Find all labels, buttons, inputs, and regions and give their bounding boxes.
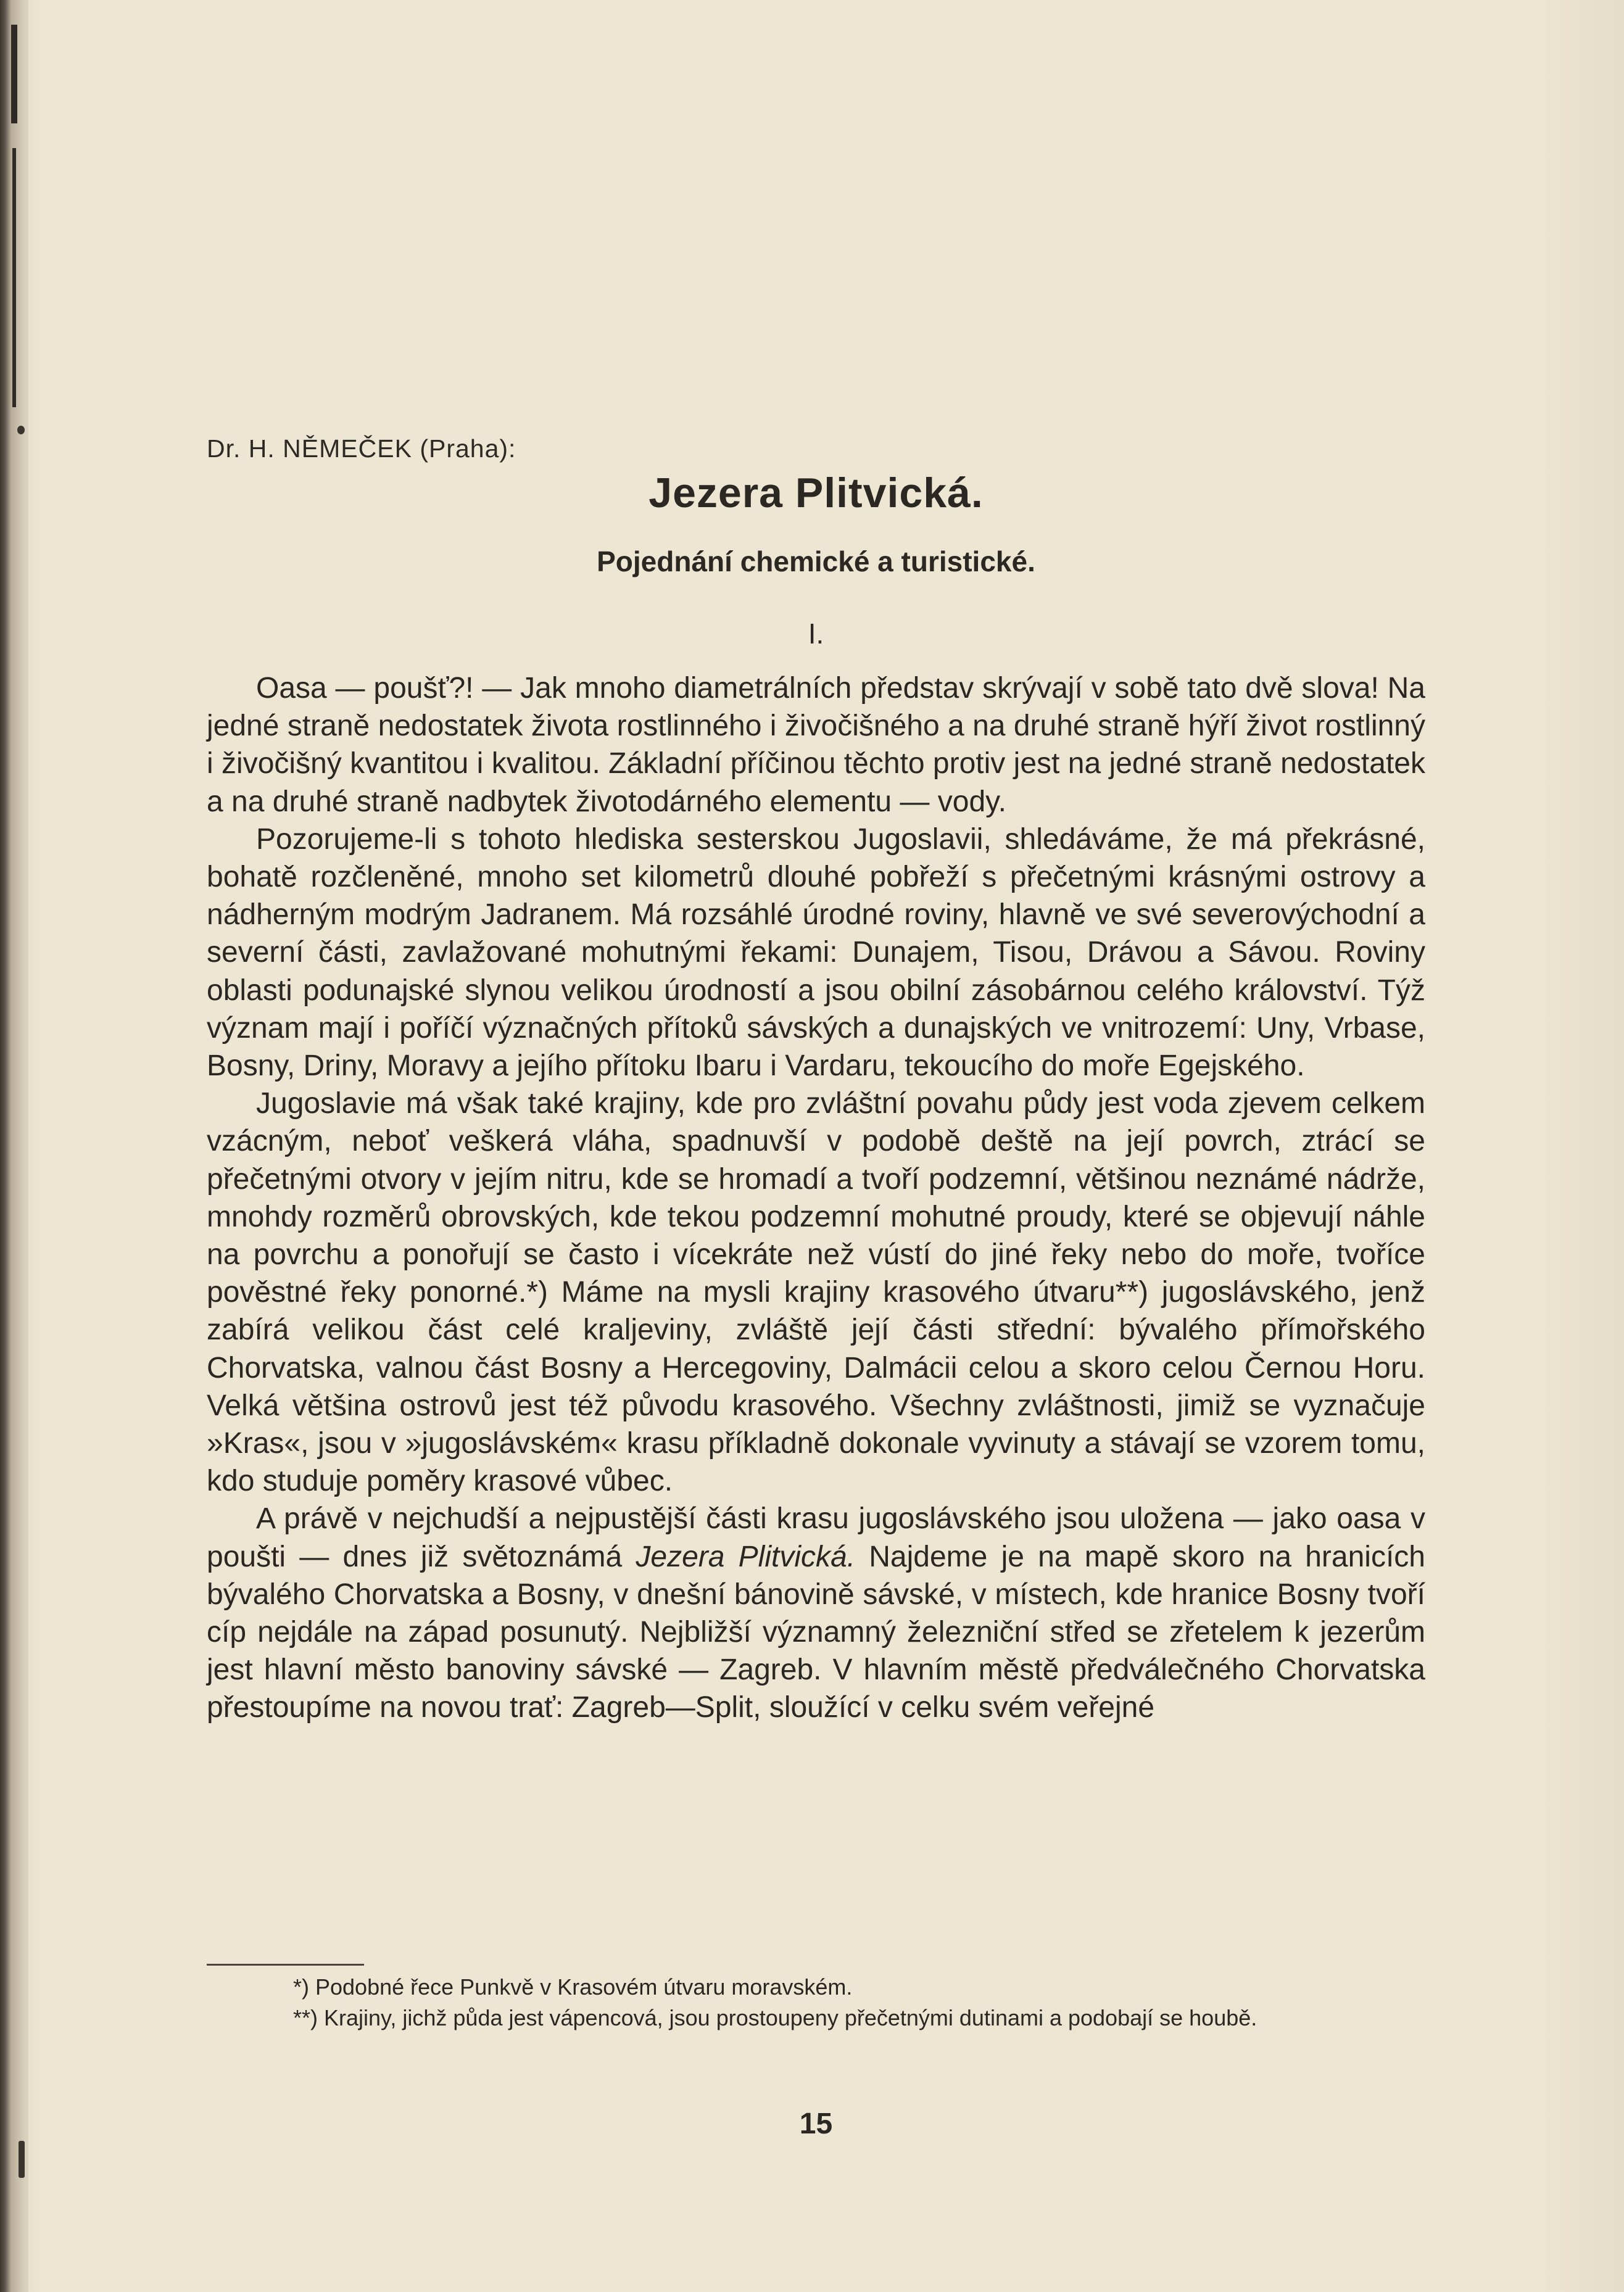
- paragraph-4-end: Najdeme je na mapě skoro na hranicích bývalého Chorvatska a Bosny, v dnešní bánovině sávské, v místech, kde hranice Bosny tvoří cíp nejdále na západ posunutý. Nejbližší významný železniční střed se zřetelem k jezerům jest hlavní město banoviny sávské — Zagreb. V hlavním městě předválečného Chorvatska přestoupíme na novou trať: Zagreb—Split, sloužící v celku svém veřejné: [207, 1540, 1425, 1724]
- ink-speck: [17, 426, 25, 434]
- section-number: I.: [808, 618, 824, 650]
- page-number: 15: [799, 2108, 833, 2140]
- paragraph-1: Oasa — poušť?! — Jak mnoho diametrálních představ skrývají v sobě tato dvě slova! Na jedné straně nedostatek života rostlinného i živočišného a na druhé straně hýří život rostlinný i živočišný kvantitou i kvalitou. Základní příčinou těchto protiv jest na jedné straně nedostatek a na druhé straně nadbytek životodárného elementu — vody.: [207, 672, 1425, 818]
- footnote-2: **) Krajiny, jichž půda jest vápencová, jsou prostoupeny přečetnými dutinami a podobají se houbě.: [293, 2005, 1257, 2030]
- binding-shadow: [12, 148, 16, 407]
- article-title: Jezera Plitvická.: [648, 470, 984, 516]
- paragraph-4-start: A právě v nejchudší a nejpustější části krasu jugoslávského jsou uložena — jako oasa v poušti — dnes již světoznámá: [207, 1502, 1425, 1573]
- footnote-1: *) Podobné řece Punkvě v Krasovém útvaru moravském.: [293, 1974, 853, 2000]
- binding-shadow: [11, 25, 17, 123]
- footnotes: [207, 1972, 1425, 2033]
- author-byline: Dr. H. NĚMEČEK (Praha):: [207, 434, 516, 463]
- paragraph-3: Jugoslavie má však také krajiny, kde pro zvláštní povahu půdy jest voda zjevem celkem vzácným, neboť veškerá vláha, spadnuvší v podobě deště na její povrch, ztrácí se přečetnými otvory v jejím nitru, kde se hromadí a tvoří podzemní, většinou neznámé nádrže, mnohdy rozměrů obrovských, kde tekou podzemní mohutné proudy, které se objevují náhle na povrchu a ponořují se často i vícekráte než vústí do jiné řeky nebo do moře, tvoříce pověstné řeky ponorné.*) Máme na mysli krajiny krasového útvaru**) jugoslávského, jenž zabírá velikou část celé kraljeviny, zvláště její části střední: bývalého přímořského Chorvatska, valnou část Bosny a Hercegoviny, Dalmácii celou a skoro celou Černou Horu. Velká většina ostrovů jest též původu krasového. Všechny zvláštnosti, jimiž se vyznačuje »Kras«, jsou v »jugoslávském« krasu příkladně dokonale vyvinuty a stávají se vzorem tomu, kdo studuje poměry krasové vůbec.: [207, 1087, 1425, 1498]
- paragraph-2: Pozorujeme-li s tohoto hlediska sesterskou Jugoslavii, shledáváme, že má překrásné, bohatě rozčleněné, mnoho set kilometrů dlouhé pobřeží s přečetnými krásnými ostrovy a nádherným modrým Jadranem. Má rozsáhlé úrodné roviny, hlavně ve své severovýchodní a severní části, zavlažované mohutnými řekami: Dunajem, Tisou, Drávou a Sávou. Roviny oblasti podunajské slynou velikou úrodností a jsou obilní zásobárnou celého království. Týž význam mají i poříčí význačných přítoků sávských a dunajských ve vnitrozemí: Uny, Vrbase, Bosny, Driny, Moravy a jejího přítoku Ibaru i Vardaru, tekoucího do moře Egejského.: [207, 822, 1425, 1083]
- article-body: [207, 669, 1425, 1727]
- ink-speck: [19, 2141, 25, 2178]
- emphasis-lakes-name: Jezera Plitvická.: [636, 1540, 856, 1573]
- paragraph-4: [207, 1500, 1425, 1726]
- article-subtitle: Pojednání chemické a turistické.: [597, 545, 1035, 577]
- footnote-divider: [207, 1964, 364, 1966]
